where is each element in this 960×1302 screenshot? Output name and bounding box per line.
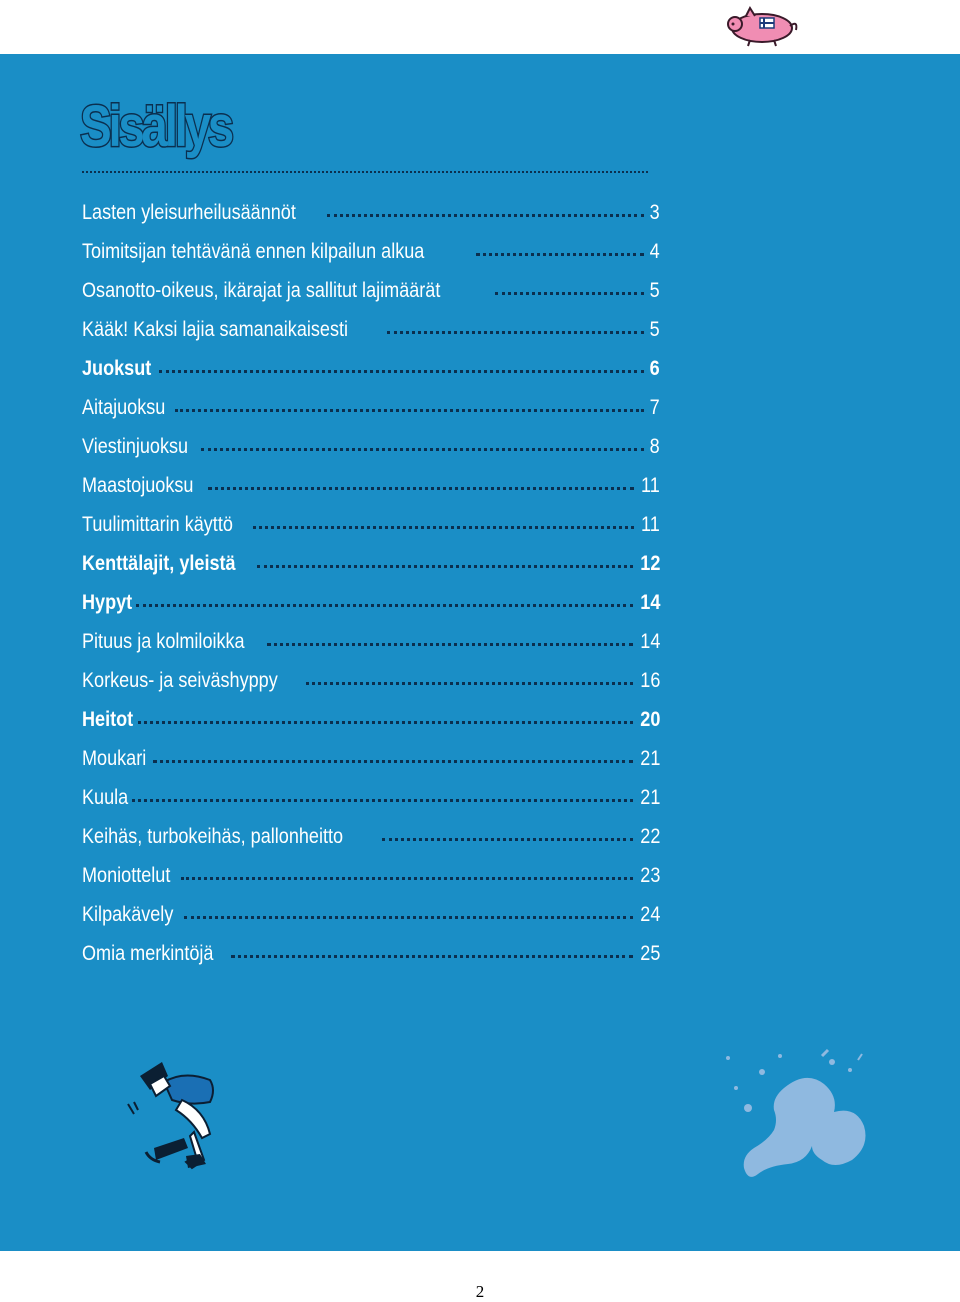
toc-dot-leader	[159, 366, 645, 373]
toc-entry-label: Lasten yleisurheilusäännöt	[82, 201, 296, 224]
toc-dot-leader	[253, 522, 634, 529]
toc-entry[interactable]	[82, 895, 660, 934]
toc-entry-page: 14	[639, 630, 660, 653]
toc-entry-page: 24	[639, 903, 660, 926]
toc-dot-leader	[208, 483, 635, 490]
toc-entry-label: Heitot	[82, 708, 134, 731]
toc-entry[interactable]	[82, 661, 660, 700]
toc-entry-label: Tuulimittarin käyttö	[82, 513, 233, 536]
toc-dot-leader	[184, 912, 632, 919]
toc-entry-page: 14	[639, 591, 660, 614]
toc-entry[interactable]	[82, 193, 660, 232]
toc-entry[interactable]	[82, 427, 660, 466]
toc-entry-page: 23	[639, 864, 660, 887]
toc-entry-label: Osanotto-oikeus, ikärajat ja sallitut lajimäärät	[82, 279, 441, 302]
toc-entry[interactable]	[82, 817, 660, 856]
toc-entry-page: 4	[649, 240, 660, 263]
toc-entry[interactable]	[82, 622, 660, 661]
toc-dot-leader	[231, 951, 633, 958]
toc-dot-leader	[138, 717, 633, 724]
flying-pig-icon	[722, 4, 802, 48]
toc-dot-leader	[267, 639, 633, 646]
toc-entry-page: 11	[641, 474, 660, 497]
toc-entry[interactable]	[82, 583, 660, 622]
toc-dot-leader	[181, 873, 633, 880]
toc-entry-label: Moukari	[82, 747, 147, 770]
toc-entry-label: Moniottelut	[82, 864, 171, 887]
title-divider	[82, 171, 648, 173]
toc-entry[interactable]	[82, 388, 660, 427]
toc-entry-page: 8	[649, 435, 660, 458]
toc-entry-page: 7	[649, 396, 660, 419]
toc-entry-label: Kenttälajit, yleistä	[82, 552, 236, 575]
toc-entry[interactable]	[82, 778, 660, 817]
toc-entry[interactable]	[82, 700, 660, 739]
toc-entry-page: 3	[649, 201, 660, 224]
toc-entry-label: Korkeus- ja seiväshyppy	[82, 669, 278, 692]
toc-dot-leader	[175, 405, 644, 412]
toc-entry-page: 5	[649, 318, 660, 341]
toc-entry-page: 25	[639, 942, 660, 965]
toc-entry-label: Kilpakävely	[82, 903, 174, 926]
toc-entry-label: Viestinjuoksu	[82, 435, 189, 458]
toc-entry[interactable]	[82, 310, 660, 349]
toc-dot-leader	[382, 834, 633, 841]
page-number: 2	[475, 1282, 485, 1301]
toc-entry-label: Keihäs, turbokeihäs, pallonheitto	[82, 825, 344, 848]
toc-entry[interactable]	[82, 544, 660, 583]
runner-legs-illustration	[124, 1052, 224, 1177]
toc-entry-label: Hypyt	[82, 591, 133, 614]
toc-entry[interactable]	[82, 349, 660, 388]
toc-entry[interactable]	[82, 739, 660, 778]
toc-entry-page: 21	[639, 786, 660, 809]
toc-entry-label: Maastojuoksu	[82, 474, 194, 497]
toc-entry[interactable]	[82, 934, 660, 973]
toc-entry-label: Pituus ja kolmiloikka	[82, 630, 245, 653]
toc-dot-leader	[153, 756, 633, 763]
toc-dot-leader	[306, 678, 633, 685]
toc-dot-leader	[136, 600, 632, 607]
toc-dot-leader	[327, 210, 645, 217]
toc-entry-page: 6	[649, 357, 660, 380]
toc-entry[interactable]	[82, 505, 660, 544]
toc-entry-label: Juoksut	[82, 357, 152, 380]
toc-entry[interactable]	[82, 271, 660, 310]
toc-entry-page: 21	[639, 747, 660, 770]
toc-entry[interactable]	[82, 232, 660, 271]
toc-entry-label: Kuula	[82, 786, 129, 809]
toc-entry[interactable]	[82, 856, 660, 895]
toc-entry[interactable]	[82, 466, 660, 505]
toc-entry-page: 11	[641, 513, 660, 536]
toc-entry-page: 12	[639, 552, 660, 575]
toc-entry-page: 5	[649, 279, 660, 302]
toc-dot-leader	[257, 561, 633, 568]
toc-entry-label: Omia merkintöjä	[82, 942, 214, 965]
toc-dot-leader	[495, 288, 645, 295]
toc-dot-leader	[201, 444, 644, 451]
table-of-contents	[82, 193, 660, 973]
toc-entry-page: 22	[639, 825, 660, 848]
page-title: Sisällys	[80, 94, 231, 159]
toc-dot-leader	[476, 249, 644, 256]
toc-dot-leader	[387, 327, 644, 334]
toc-entry-page: 20	[639, 708, 660, 731]
toc-entry-page: 16	[639, 669, 660, 692]
toc-entry-label: Toimitsijan tehtävänä ennen kilpailun alkua	[82, 240, 425, 263]
toc-entry-label: Kääk! Kaksi lajia samanaikaisesti	[82, 318, 349, 341]
paint-splash-illustration	[722, 1048, 872, 1198]
toc-entry-label: Aitajuoksu	[82, 396, 166, 419]
toc-dot-leader	[132, 795, 633, 802]
